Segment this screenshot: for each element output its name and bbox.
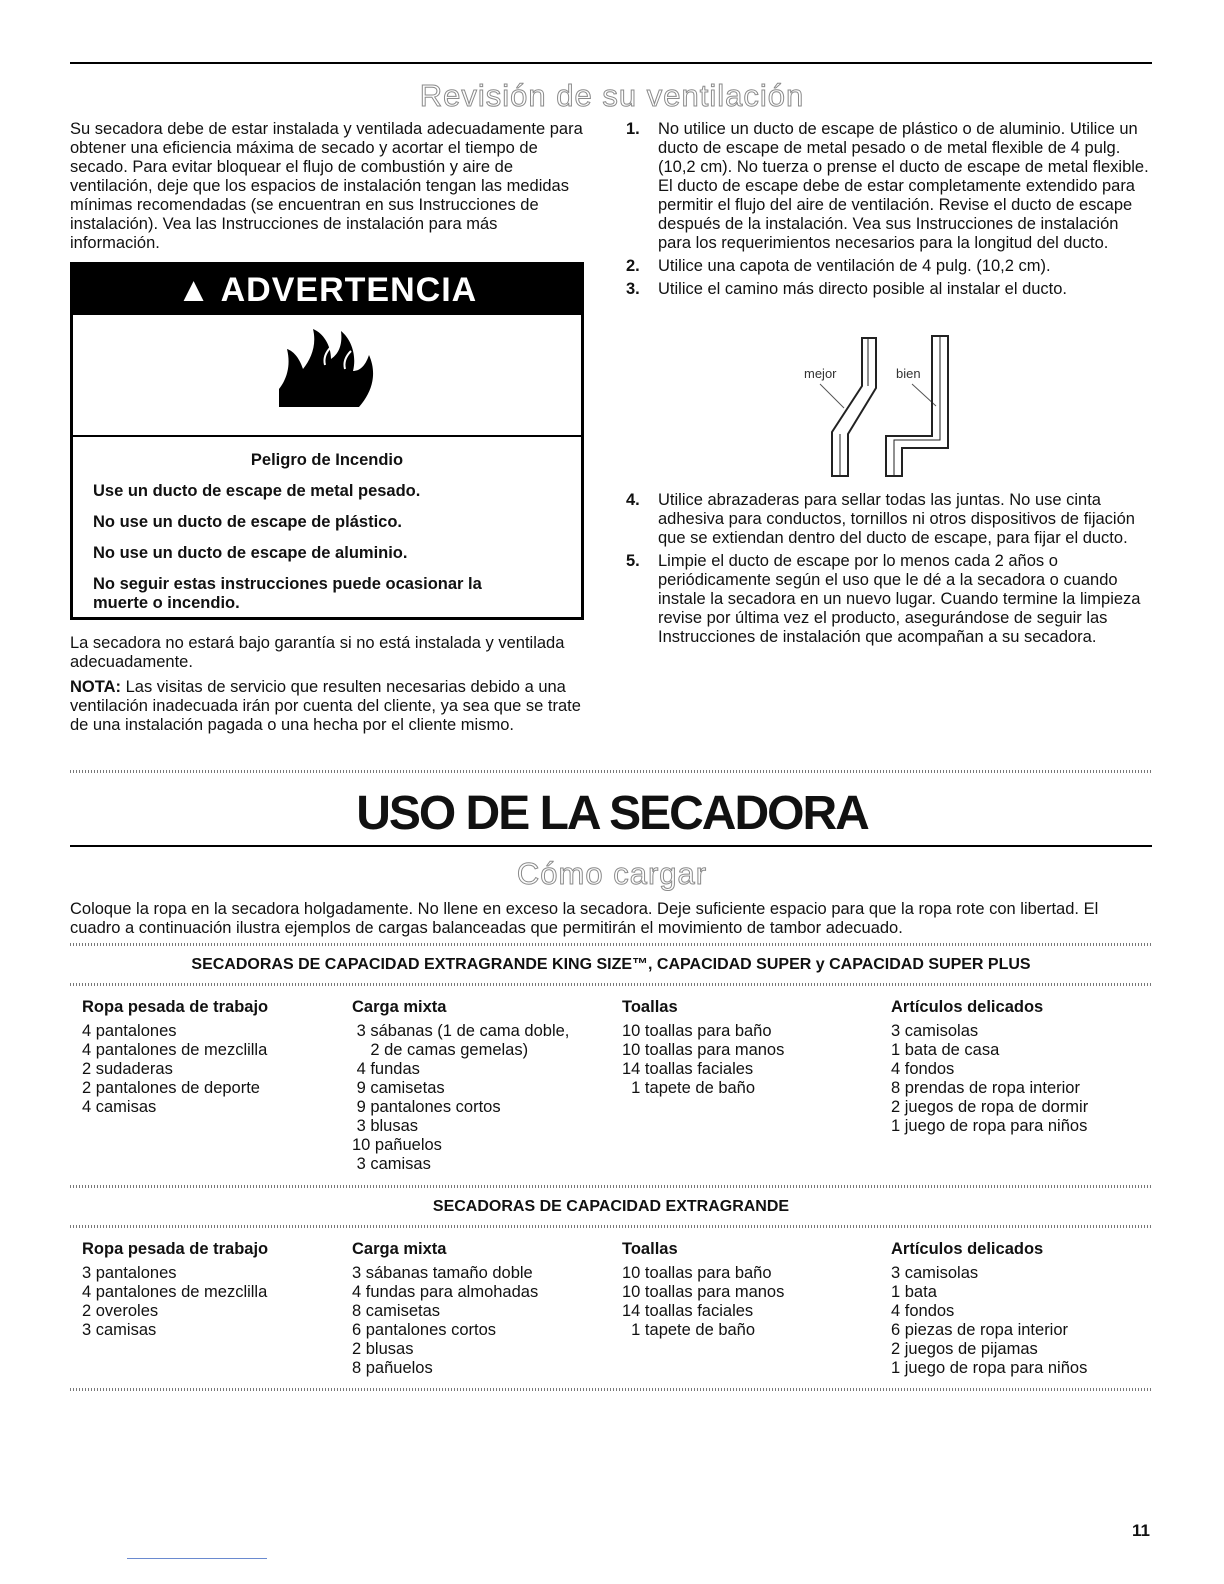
table2-col-mixed: Carga mixta 3 sábanas tamaño doble 4 fundas para almohadas 8 camisetas 6 pantalones cortos 2 blusas 8 pañuelos [352,1240,539,1377]
page-number: 11 [1132,1521,1150,1540]
list-item: 4. Utilice abrazaderas para sellar todas las juntas. No use cinta adhesiva para conductos, tornillos ni otros dispositivos de fijación que se extiendan dentro del ducto de escape, para fijar el ducto. [626,491,1135,547]
fire-icon [73,315,581,435]
top-rule [70,62,1152,64]
table1-col-towels: Toallas 10 toallas para baño 10 toallas para manos 14 toallas faciales 1 tapete de baño [622,998,785,1097]
list-item: 1. No utilice un ducto de escape de plástico o de aluminio. Utilice un ducto de escape de metal pesado o de metal flexible de 4 pulg. (10,2 cm). No tuerza o prense el ducto de escape de metal flexible. El ducto de escape debe de estar completamente extendido para permitir el flujo del aire de ventilación. Revise el ducto de escape después de la instalación. Vea sus Instrucciones de instalación para los requerimientos necesarios para la longitud del ducto. [626,120,1149,252]
table1-title: SECADORAS DE CAPACIDAD EXTRAGRANDE KING SIZE™, CAPACIDAD SUPER y CAPACIDAD SUPER PLUS [191,956,1031,973]
table1-top-rule [70,943,1152,946]
load-intro: Coloque la ropa en la secadora holgadamente. No llene en exceso la secadora. Deje suficiente espacio para que la ropa rote con libertad. El cuadro a continuación ilustra ejemplos de cargas balanceadas que permitirán el movimiento de tambor adecuado. [70,900,1099,937]
warning-heading: Peligro de Incendio [250,451,404,469]
warning-header-text: ADVERTENCIA [220,271,478,309]
warning-line-2: No use un ducto de escape de plástico. [93,513,402,531]
warranty-note: La secadora no estará bajo garantía si no está instalada y ventilada adecuadamente. [70,634,565,671]
table2-header-rule [70,1225,1152,1228]
table2-top-rule [70,1185,1152,1188]
warning-line-1: Use un ducto de escape de metal pesado. [93,482,421,500]
nota-text: Las visitas de servicio que resulten necesarias debido a una ventilación inadecuada irán por cuenta del cliente, ya sea que se trate de una instalación pagada o una hecha por el cliente mismo. [70,678,581,734]
vent-intro: Su secadora debe de estar instalada y ventilada adecuadamente para obtener una eficiencia máxima de secado y acortar el tiempo de secado. Para evitar bloquear el flujo de combustión y aire de ventilación, deje que los espacios de instalación tengan las medidas mínimas recomendadas (se encuentran en sus Instrucciones de instalación). Vea las Instrucciones de instalación para más información. [70,120,583,252]
warning-box [70,262,584,620]
table1-col-workwear: Ropa pesada de trabajo 4 pantalones 4 pantalones de mezclilla 2 sudaderas 2 pantalones de deporte 4 camisas [82,998,269,1116]
section-divider [70,770,1152,773]
vent-steps-b [626,491,1152,651]
table1-col-mixed: Carga mixta 3 sábanas (1 de cama doble, 2 de camas gemelas) 4 fundas 9 camisetas 9 pantalones cortos 3 blusas 10 pañuelos 3 camisas [352,998,570,1173]
table1-col-delicates: Artículos delicados 3 camisolas 1 bata de casa 4 fondos 8 prendas de ropa interior 2 juegos de ropa de dormir 1 juego de ropa para niños [891,998,1089,1135]
label-good: bien [896,366,921,381]
table2-bottom-rule [70,1388,1152,1391]
table2-title: SECADORAS DE CAPACIDAD EXTRAGRANDE [432,1198,790,1215]
list-item: 5. Limpie el ducto de escape por lo menos cada 2 años o periódicamente según el uso que le dé a la secadora o cuando instale la secadora en un nuevo lugar. Cuando termine la limpieza revise por última vez el producto, asegurándose de seguir las Instrucciones de instalación que acompañan a su secadora. [626,552,1141,646]
vent-section-title: Revisión de su ventilación [419,78,805,113]
title-rule [70,845,1152,847]
fire-hazard-image [73,315,581,437]
warning-triangle-icon: ▲ [176,271,212,309]
list-item: 2. Utilice una capota de ventilación de 4 pulg. (10,2 cm). [626,257,1051,275]
table2-col-towels: Toallas 10 toallas para baño 10 toallas para manos 14 toallas faciales 1 tapete de baño [622,1240,785,1339]
load-section-title: Cómo cargar [516,856,708,891]
label-best: mejor [804,366,837,381]
table2-col-delicates: Artículos delicados 3 camisolas 1 bata 4 fondos 6 piezas de ropa interior 2 juegos de pijamas 1 juego de ropa para niños [891,1240,1088,1377]
footer-line [127,1558,267,1559]
page-title: USO DE LA SECADORA [356,787,868,840]
nota-label: NOTA: [70,678,122,696]
duct-diagram [790,330,970,480]
vent-steps-a [626,120,1152,303]
nota-paragraph [70,678,590,735]
table1-header-rule [70,983,1152,986]
table2-col-workwear: Ropa pesada de trabajo 3 pantalones 4 pantalones de mezclilla 2 overoles 3 camisas [82,1240,269,1339]
list-item: 3. Utilice el camino más directo posible al instalar el ducto. [626,280,1068,298]
warning-line-3: No use un ducto de escape de aluminio. [93,544,408,562]
warning-line-4: No seguir estas instrucciones puede ocasionar la muerte o incendio. [93,575,482,612]
warning-header [73,265,581,315]
